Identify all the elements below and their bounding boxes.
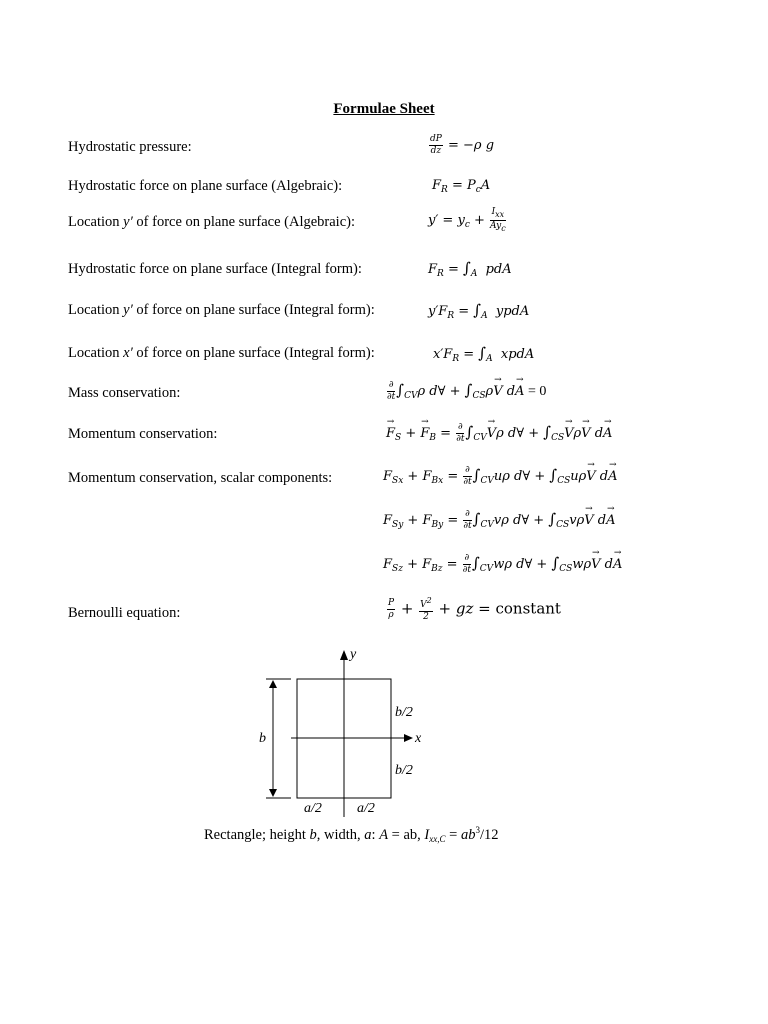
bernoulli-constant: constant [495, 599, 561, 618]
eq-momentum-conservation: $F \to_S + F \to_B$ = $\frac{\partial}{\partial t}$ $\int_{CV}V \to\rho$ d∀ + $\int_{CS}V \to\rho V$ → dA → [386, 423, 612, 444]
caption-part: , width, [316, 826, 365, 843]
label-force-algebraic: Hydrostatic force on plane surface (Algebraic): [68, 178, 343, 194]
eq-momentum-z: $F_{Sz} + F_{Bz}$ = $\frac{\partial}{\partial t}$ $\int_{CV}w\rho$ d∀ + $\int_{CS}w\rho V$ → dA → [383, 554, 622, 575]
caption-part: = [445, 826, 461, 843]
height-label: b [259, 731, 266, 746]
caption-var: b [309, 826, 317, 843]
eq-mass-conservation: $\frac{\partial}{\partial t}$ $\int_{CV}\rho$ d∀ + $\int_{CS}\rho V$ → dA → = 0 [386, 381, 546, 402]
caption-var: a [364, 826, 372, 843]
eq-location-y-integral: $y'F_R = \int_A$ ypdA [428, 301, 530, 321]
label-mass-conservation: Mass conservation: [68, 385, 181, 401]
rectangle-shape [297, 679, 391, 798]
caption-var: ab [460, 826, 476, 843]
caption-sup: 3 [475, 825, 480, 835]
label-momentum-conservation: Momentum conservation: [68, 426, 218, 442]
dimension-arrow-down [269, 789, 277, 797]
caption-part: : [371, 826, 380, 843]
page-title: Formulae Sheet [333, 101, 435, 117]
left-half-label: a/2 [304, 801, 322, 816]
upper-half-label: b/2 [395, 705, 413, 720]
label-location-y-algebraic [68, 214, 355, 231]
lower-half-label: b/2 [395, 763, 413, 778]
figure-caption [204, 825, 498, 844]
x-axis-arrowhead [404, 734, 413, 742]
label-location-y-integral [68, 302, 375, 319]
eq-location-x-integral: $x'F_R = \int_A$ xpdA [433, 344, 535, 364]
label-location-x-integral [68, 345, 375, 362]
caption-var: A [379, 826, 389, 843]
label-location-word: Location [68, 214, 120, 230]
label-variable: y′ [123, 214, 133, 230]
label-location-rest: of force on plane surface (Integral form): [136, 345, 375, 361]
y-axis-label: y [350, 647, 357, 662]
label-location-word: Location [68, 345, 120, 361]
eq-force-integral: $F_R = \int_A$ pdA [428, 259, 512, 279]
right-half-label: a/2 [357, 801, 375, 816]
y-axis-arrowhead [340, 650, 348, 660]
caption-var: I [424, 826, 430, 843]
eq-bernoulli: $\frac{P}{\rho}$ + $\frac{V^2}{2}$ + gz = constant [388, 596, 561, 622]
caption-part: /12 [479, 826, 499, 843]
label-momentum-scalar: Momentum conservation, scalar components: [68, 470, 333, 486]
caption-sub: xx,C [429, 833, 446, 844]
label-location-word: Location [68, 302, 120, 318]
dimension-arrow-up [269, 680, 277, 688]
label-variable: x′ [123, 345, 133, 361]
eq-momentum-y: $F_{Sy} + F_{By}$ = $\frac{\partial}{\partial t}$ $\int_{CV}v\rho$ d∀ + $\int_{CS}v\rho V$ → dA → [383, 510, 615, 531]
eq-hydrostatic-pressure: $\frac{dP}{dz}$ = −ρ g [430, 134, 495, 156]
label-bernoulli: Bernoulli equation: [68, 605, 181, 621]
x-axis-label: x [415, 731, 422, 746]
eq-momentum-x: $F_{Sx} + F_{Bx}$ = $\frac{\partial}{\partial t}$ $\int_{CV}u\rho$ d∀ + $\int_{CS}u\rho V$ → dA → [383, 466, 618, 487]
eq-location-y-algebraic: $y' = y_c$ + $\frac{I_{xx}}{Ay_c}$ [428, 207, 506, 233]
label-hydrostatic-pressure: Hydrostatic pressure: [68, 139, 192, 155]
label-location-rest: of force on plane surface (Algebraic): [136, 214, 355, 230]
label-variable: y′ [123, 302, 133, 318]
caption-part: Rectangle; height [204, 826, 310, 843]
caption-part: = ab, [388, 826, 425, 843]
eq-force-algebraic: $F_R = P_cA$ [432, 178, 491, 195]
label-location-rest: of force on plane surface (Integral form): [136, 302, 375, 318]
label-force-integral: Hydrostatic force on plane surface (Integral form): [68, 261, 362, 277]
